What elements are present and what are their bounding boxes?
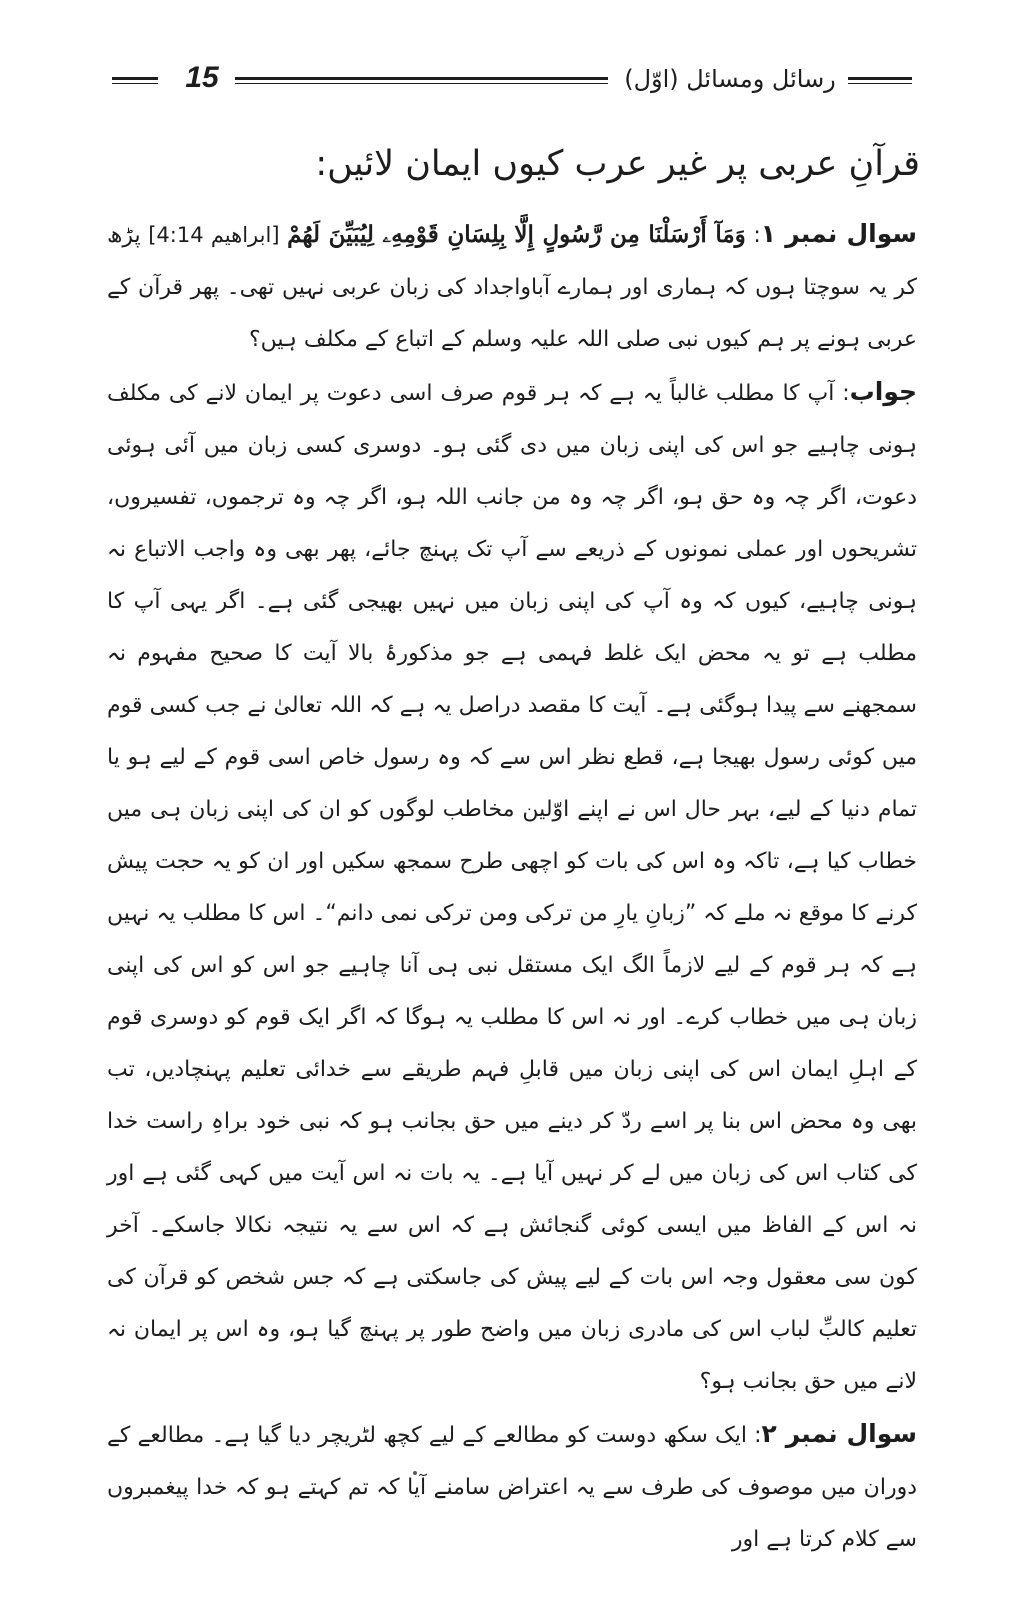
question-1-text: پڑھ کر یہ سوچتا ہوں کہ ہماری اور ہمارے آباواجداد کی زبان عربی نہیں تھی۔ پھر قرآن کے عربی ہونے پر ہم کیوں نبی صلی اللہ علیہ وسلم کے اتباع کے مکلف ہیں؟ [107, 223, 917, 352]
verse-reference: [ابراهيم 4:14] [148, 223, 280, 247]
question-1-paragraph [107, 208, 917, 366]
quran-verse: وَمَآ أَرْسَلْنَا مِن رَّسُولٍ إِلَّا بِلِسَانِ قَوْمِهِۦ لِيُبَيِّنَ لَهُمْ [287, 221, 746, 248]
page-body [107, 208, 917, 1566]
question-2-text: ایک سکھ دوست کو مطالعے کے لیے کچھ لٹریچر دیا گیا ہے۔ مطالعے کے دوران میں موصوف کی طرف سے یہ اعتراض سامنے آیا کہ تم کہتے ہو کہ خدا پیغمبروں سے کلام کرتا ہے اور [107, 1423, 917, 1552]
header-rule-left [112, 77, 158, 84]
question-1-label: سوال نمبر ۱ [760, 219, 918, 248]
answer-separator: : [834, 381, 850, 406]
section-heading: قرآنِ عربی پر غیر عرب کیوں ایمان لائیں: [315, 144, 920, 184]
header-rule-right [848, 77, 912, 84]
question-2-label: سوال نمبر ۲ [761, 1419, 917, 1448]
header-rule-middle [235, 77, 608, 84]
page-header [112, 60, 912, 100]
answer-paragraph [107, 366, 917, 1408]
question-2-paragraph [107, 1408, 917, 1566]
answer-text: آپ کا مطلب غالباً یہ ہے کہ ہر قوم صرف اسی دعوت پر ایمان لانے کی مکلف ہونی چاہیے جو اس کی اپنی زبان میں دی گئی ہو۔ دوسری کسی زبان میں آئی ہوئی دعوت، اگر چہ وہ حق ہو، اگر چہ وہ من جانب اللہ ہو، اگر چہ وہ ترجموں، تفسیروں، تشریحوں اور عملی نمونوں کے ذریعے سے آپ تک پہنچ جائے، پھر بھی وہ واجب الاتباع نہ ہونی چاہیے، کیوں کہ وہ آپ کی اپنی زبان میں نہیں بھیجی گئی ہے۔ اگر یہی آپ کا مطلب ہے تو یہ محض ایک غلط فہمی ہے جو مذکورۂ بالا آیت کا صحیح مفہوم نہ سمجھنے سے پیدا ہوگئی ہے۔ آیت کا مقصد دراصل یہ ہے کہ اللہ تعالیٰ نے جب کسی قوم میں کوئی رسول بھیجا ہے، قطع نظر اس سے کہ وہ رسول خاص اسی قوم کے لیے ہو یا تمام دنیا کے لیے، بہر حال اس نے اپنے اوّلین مخاطب لوگوں کو ان کی اپنی زبان ہی میں خطاب کیا ہے، تاکہ وہ اس کی بات کو اچھی طرح سمجھ سکیں اور ان کو یہ حجت پیش کرنے کا موقع نہ ملے کہ ”زبانِ یارِ من ترکی ومن ترکی نمی دانم“۔ اس کا مطلب یہ نہیں ہے کہ ہر قوم کے لیے لازماً الگ ایک مستقل نبی ہی آنا چاہیے جو اس کو اس کی اپنی زبان ہی میں خطاب کرے۔ اور نہ اس کا مطلب یہ ہوگا کہ اگر ایک قوم کو دوسری قوم کے اہلِ ایمان اس کی اپنی زبان میں قابلِ فہم طریقے سے خدائی تعلیم پہنچادیں، تب بھی وہ محض اس بنا پر اسے ردّ کر دینے میں حق بجانب ہو کہ نبی خود براہِ راست خدا کی کتاب اس کی زبان میں لے کر نہیں آیا ہے۔ یہ بات نہ اس آیت میں کہی گئی ہے اور نہ اس کے الفاظ میں ایسی کوئی گنجائش ہے کہ اس سے یہ نتیجہ نکالا جاسکے۔ آخر کون سی معقول وجہ اس بات کے لیے پیش کی جاسکتی ہے کہ جس شخص کو قرآن کی تعلیم کالبِّ لباب اس کی مادری زبان میں واضح طور پر پہنچ گیا ہو، وہ اس پر ایمان نہ لانے میں حق بجانب ہو؟ [107, 381, 917, 1394]
page-number: 15 [185, 61, 219, 94]
print-speck [413, 1471, 417, 1475]
question-2-separator: : [746, 1423, 762, 1448]
answer-label: جواب [849, 377, 918, 406]
running-title: رسائل ومسائل (اوّل) [624, 65, 836, 93]
question-1-separator: : [745, 223, 761, 248]
